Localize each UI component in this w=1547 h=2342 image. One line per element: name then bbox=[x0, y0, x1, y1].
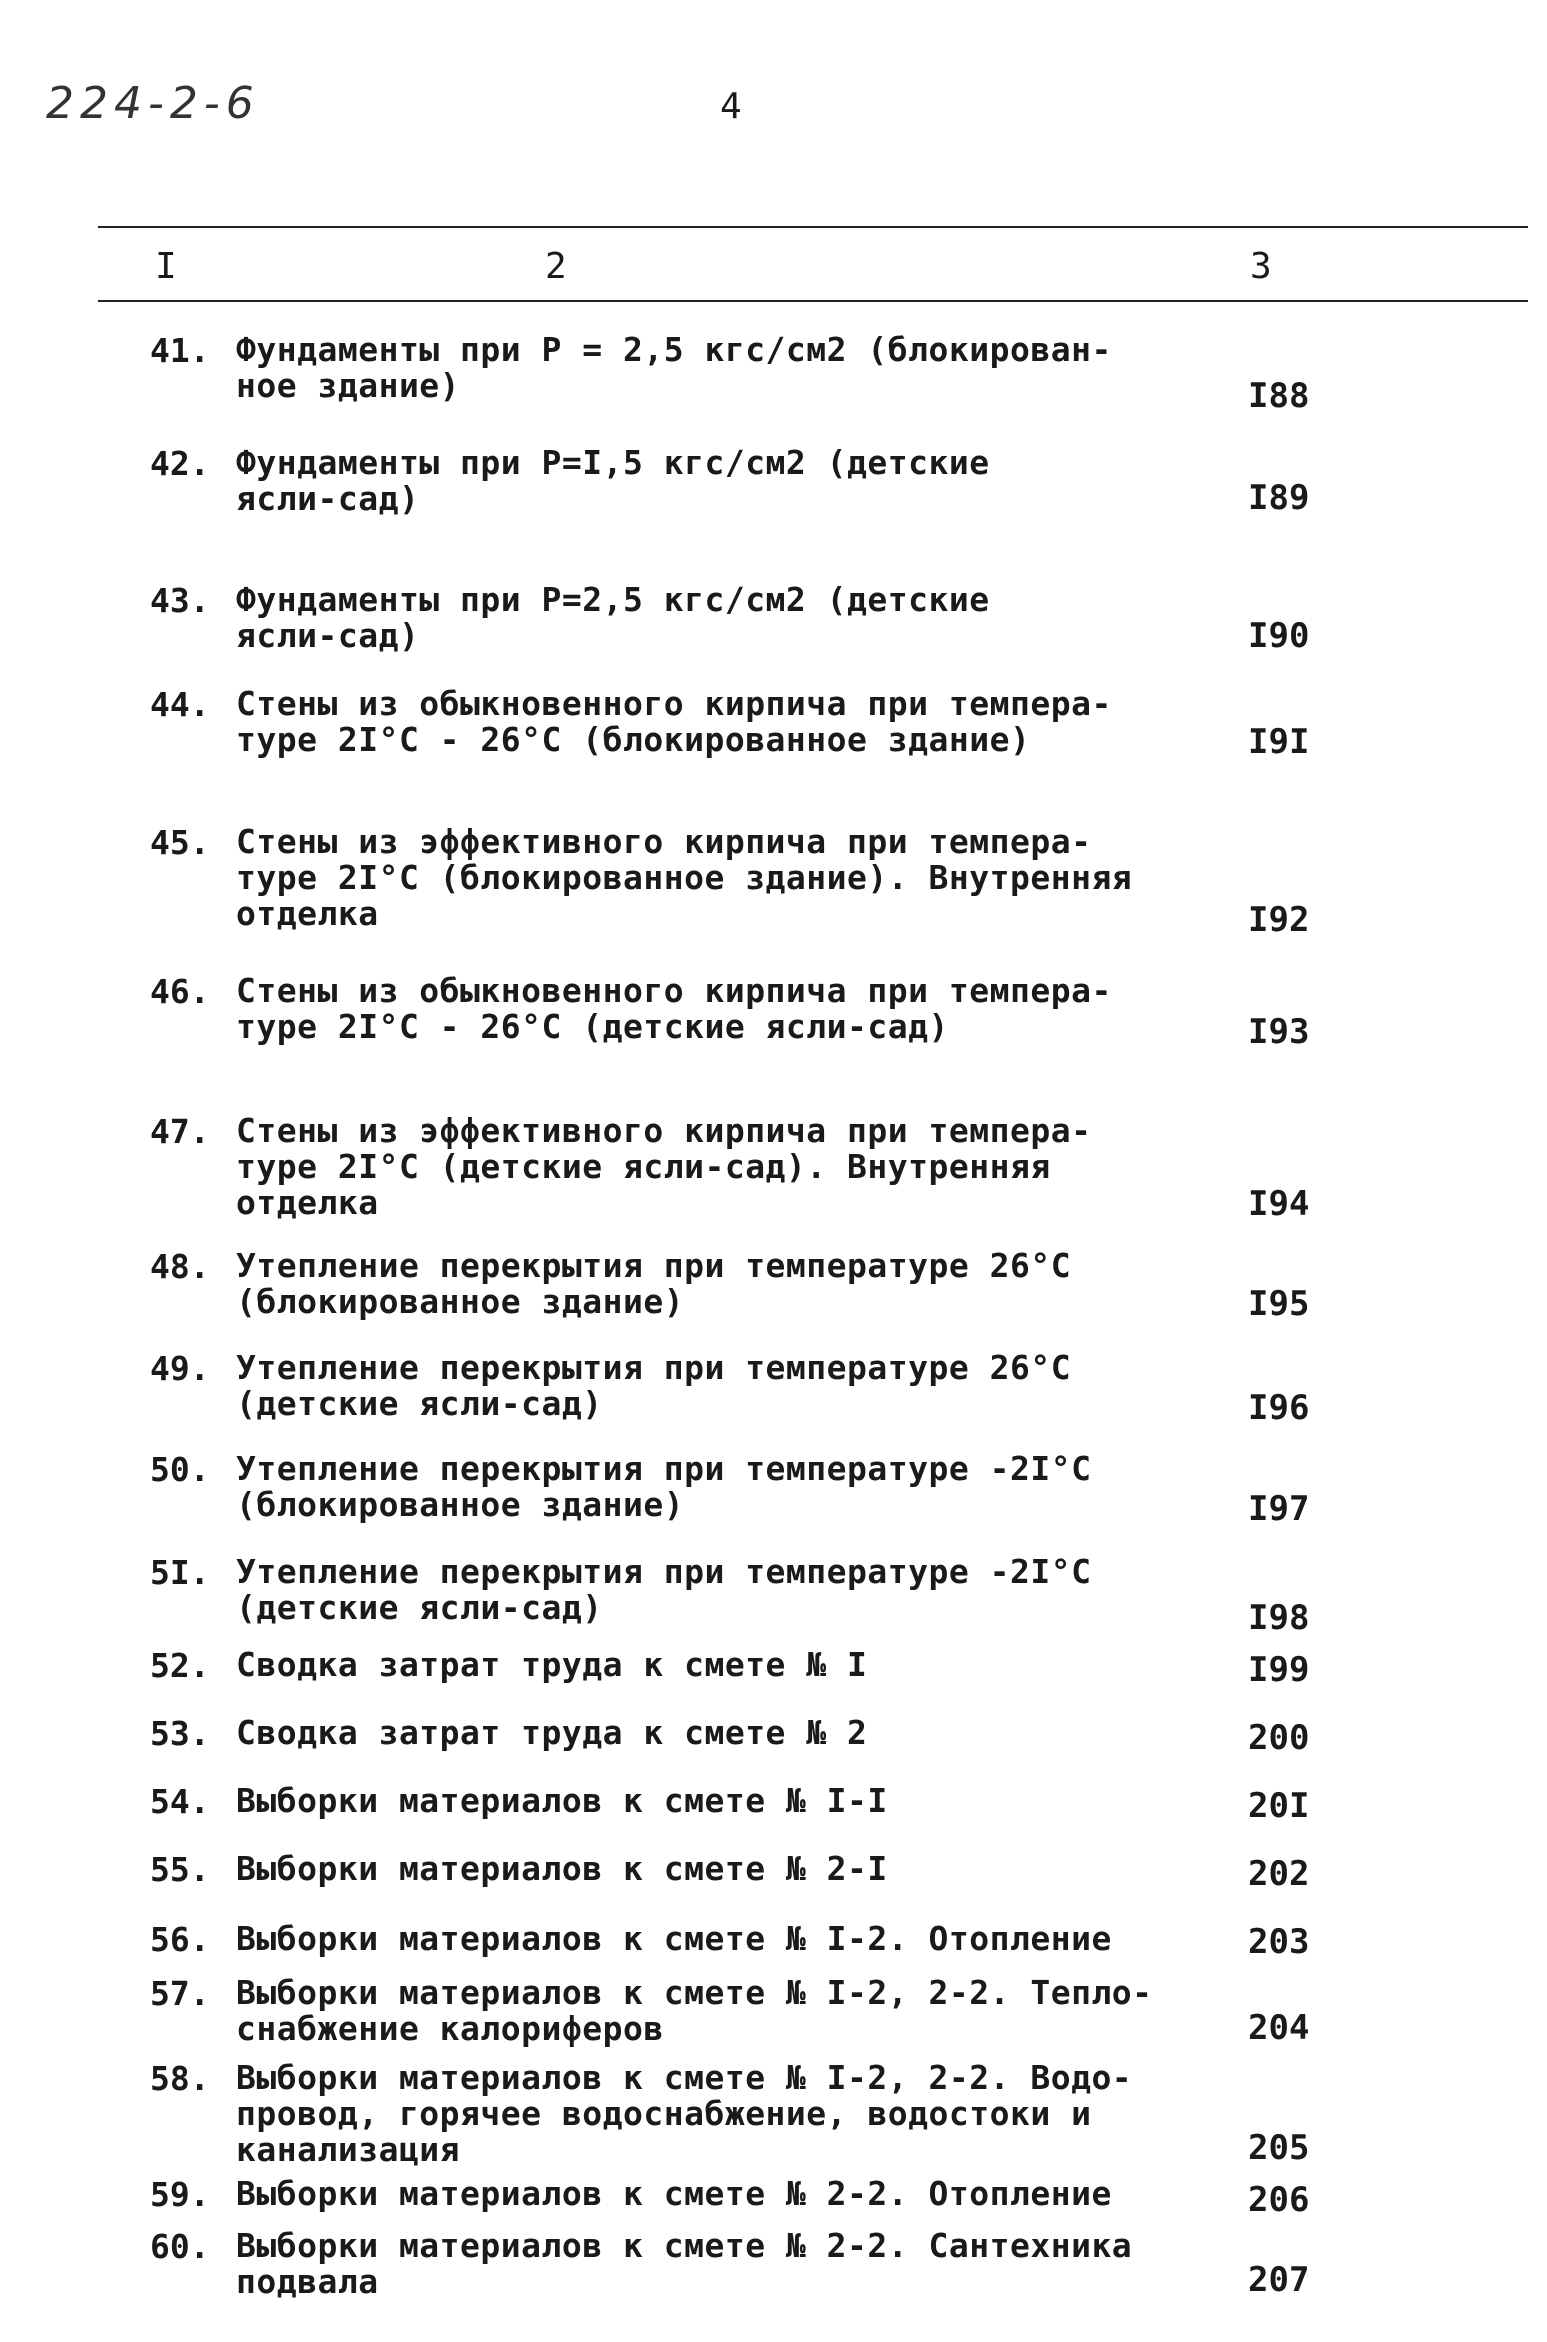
entry-page: 202 bbox=[1248, 1854, 1310, 1894]
entry-title-line: Стены из эффективного кирпича при темпера- bbox=[236, 822, 1092, 861]
entry-title bbox=[236, 1554, 1091, 1626]
entry-number: 55. bbox=[150, 1850, 210, 1889]
entry-number: 57. bbox=[150, 1974, 210, 2013]
entry-title-line: (детские ясли-сад) bbox=[236, 1384, 603, 1423]
entry-number: 58. bbox=[150, 2059, 210, 2098]
entry-title-line: Выборки материалов к смете № 2-I bbox=[236, 1849, 888, 1888]
entry-page: I93 bbox=[1248, 1012, 1310, 1052]
entry-page: 205 bbox=[1248, 2128, 1310, 2168]
column-header-2: 2 bbox=[545, 246, 567, 287]
entry-title-line: ясли-сад) bbox=[236, 616, 420, 655]
entry-number: 44. bbox=[150, 685, 210, 724]
entry-number: 50. bbox=[150, 1450, 210, 1489]
entry-title bbox=[236, 582, 990, 654]
entry-page: I89 bbox=[1248, 478, 1310, 518]
entry-title-line: ное здание) bbox=[236, 366, 461, 405]
entry-title bbox=[236, 1350, 1071, 1422]
entry-page: 206 bbox=[1248, 2180, 1310, 2220]
entry-title bbox=[236, 2228, 1132, 2300]
entry-title-line: Утепление перекрытия при температуре 26°C bbox=[236, 1348, 1072, 1387]
entry-title bbox=[236, 2060, 1132, 2168]
entry-title bbox=[236, 1248, 1071, 1320]
document-code: 224-2-6 bbox=[46, 78, 260, 129]
entry-title bbox=[236, 686, 1112, 758]
entry-number: 52. bbox=[150, 1646, 210, 1685]
entry-page: 20I bbox=[1248, 1786, 1310, 1826]
entry-title bbox=[236, 1647, 867, 1683]
entry-title-line: Сводка затрат труда к смете № I bbox=[236, 1645, 868, 1684]
entry-title bbox=[236, 1975, 1153, 2047]
entry-title-line: Утепление перекрытия при температуре -2I°C bbox=[236, 1449, 1092, 1488]
entry-title-line: Фундаменты при P=I,5 кгс/см2 (детские bbox=[236, 443, 990, 482]
entry-title-line: Стены из обыкновенного кирпича при темпера- bbox=[236, 971, 1112, 1010]
table-header-rule bbox=[98, 300, 1528, 302]
entry-title-line: туре 2I°C (детские ясли-сад). Внутренняя bbox=[236, 1147, 1051, 1186]
entry-number: 49. bbox=[150, 1349, 210, 1388]
entry-page: I99 bbox=[1248, 1650, 1310, 1690]
entry-title-line: Утепление перекрытия при температуре 26°C bbox=[236, 1246, 1072, 1285]
entry-page: I94 bbox=[1248, 1184, 1310, 1224]
entry-title bbox=[236, 973, 1112, 1045]
entry-title-line: канализация bbox=[236, 2130, 461, 2169]
entry-page: I92 bbox=[1248, 900, 1310, 940]
entry-title-line: Стены из обыкновенного кирпича при темпера- bbox=[236, 684, 1112, 723]
entry-title bbox=[236, 445, 990, 517]
entry-page: I98 bbox=[1248, 1598, 1310, 1638]
entry-title bbox=[236, 1451, 1091, 1523]
entry-page: I97 bbox=[1248, 1489, 1310, 1529]
entry-number: 53. bbox=[150, 1714, 210, 1753]
entry-title-line: ясли-сад) bbox=[236, 479, 420, 518]
entry-title-line: Выборки материалов к смете № I-I bbox=[236, 1781, 888, 1820]
column-header-3: 3 bbox=[1250, 246, 1272, 287]
entry-title bbox=[236, 1851, 888, 1887]
entry-page: I90 bbox=[1248, 616, 1310, 656]
entry-title-line: Выборки материалов к смете № I-2, 2-2. Водо- bbox=[236, 2058, 1133, 2097]
table-top-rule bbox=[98, 226, 1528, 228]
entry-page: I96 bbox=[1248, 1388, 1310, 1428]
entry-title-line: провод, горячее водоснабжение, водостоки и bbox=[236, 2094, 1092, 2133]
entry-page: I95 bbox=[1248, 1284, 1310, 1324]
entry-number: 41. bbox=[150, 331, 210, 370]
entry-title bbox=[236, 1715, 867, 1751]
entry-title-line: туре 2I°C - 26°C (блокированное здание) bbox=[236, 720, 1031, 759]
entry-title-line: туре 2I°C - 26°C (детские ясли-сад) bbox=[236, 1007, 949, 1046]
entry-number: 43. bbox=[150, 581, 210, 620]
entry-title-line: (блокированное здание) bbox=[236, 1282, 685, 1321]
entry-title-line: Выборки материалов к смете № I-2. Отопление bbox=[236, 1919, 1112, 1958]
entry-title-line: Сводка затрат труда к смете № 2 bbox=[236, 1713, 868, 1752]
entry-page: 200 bbox=[1248, 1718, 1310, 1758]
entry-number: 45. bbox=[150, 823, 210, 862]
entry-title-line: Выборки материалов к смете № I-2, 2-2. Тепло- bbox=[236, 1973, 1153, 2012]
entry-title-line: Выборки материалов к смете № 2-2. Отопление bbox=[236, 2174, 1112, 2213]
column-header-1: I bbox=[155, 246, 177, 287]
entry-title-line: Утепление перекрытия при температуре -2I°C bbox=[236, 1552, 1092, 1591]
entry-page: I9I bbox=[1248, 722, 1310, 762]
entry-title-line: (детские ясли-сад) bbox=[236, 1588, 603, 1627]
entry-page: 207 bbox=[1248, 2260, 1310, 2300]
entry-title-line: Фундаменты при P=2,5 кгс/см2 (детские bbox=[236, 580, 990, 619]
entry-page: I88 bbox=[1248, 376, 1310, 416]
entry-title bbox=[236, 332, 1112, 404]
entry-title-line: туре 2I°C (блокированное здание). Внутренняя bbox=[236, 858, 1133, 897]
entry-number: 59. bbox=[150, 2175, 210, 2214]
entry-title bbox=[236, 1783, 888, 1819]
page-number: 4 bbox=[720, 86, 742, 127]
entry-title-line: отделка bbox=[236, 1183, 379, 1222]
entry-number: 56. bbox=[150, 1920, 210, 1959]
entry-number: 54. bbox=[150, 1782, 210, 1821]
entry-title-line: (блокированное здание) bbox=[236, 1485, 685, 1524]
entry-title bbox=[236, 2176, 1112, 2212]
entry-title bbox=[236, 1113, 1091, 1221]
entry-page: 204 bbox=[1248, 2008, 1310, 2048]
entry-number: 42. bbox=[150, 444, 210, 483]
entry-number: 60. bbox=[150, 2227, 210, 2266]
entry-page: 203 bbox=[1248, 1922, 1310, 1962]
entry-title-line: Стены из эффективного кирпича при темпера- bbox=[236, 1111, 1092, 1150]
entry-title-line: отделка bbox=[236, 894, 379, 933]
entry-title bbox=[236, 1921, 1112, 1957]
entry-number: 47. bbox=[150, 1112, 210, 1151]
entry-number: 46. bbox=[150, 972, 210, 1011]
entry-number: 5I. bbox=[150, 1553, 210, 1592]
entry-title-line: Фундаменты при P = 2,5 кгс/см2 (блокирован- bbox=[236, 330, 1112, 369]
entry-title-line: подвала bbox=[236, 2262, 379, 2301]
entry-title bbox=[236, 824, 1132, 932]
entry-title-line: Выборки материалов к смете № 2-2. Сантехника bbox=[236, 2226, 1133, 2265]
entry-number: 48. bbox=[150, 1247, 210, 1286]
entry-title-line: снабжение калориферов bbox=[236, 2009, 664, 2048]
